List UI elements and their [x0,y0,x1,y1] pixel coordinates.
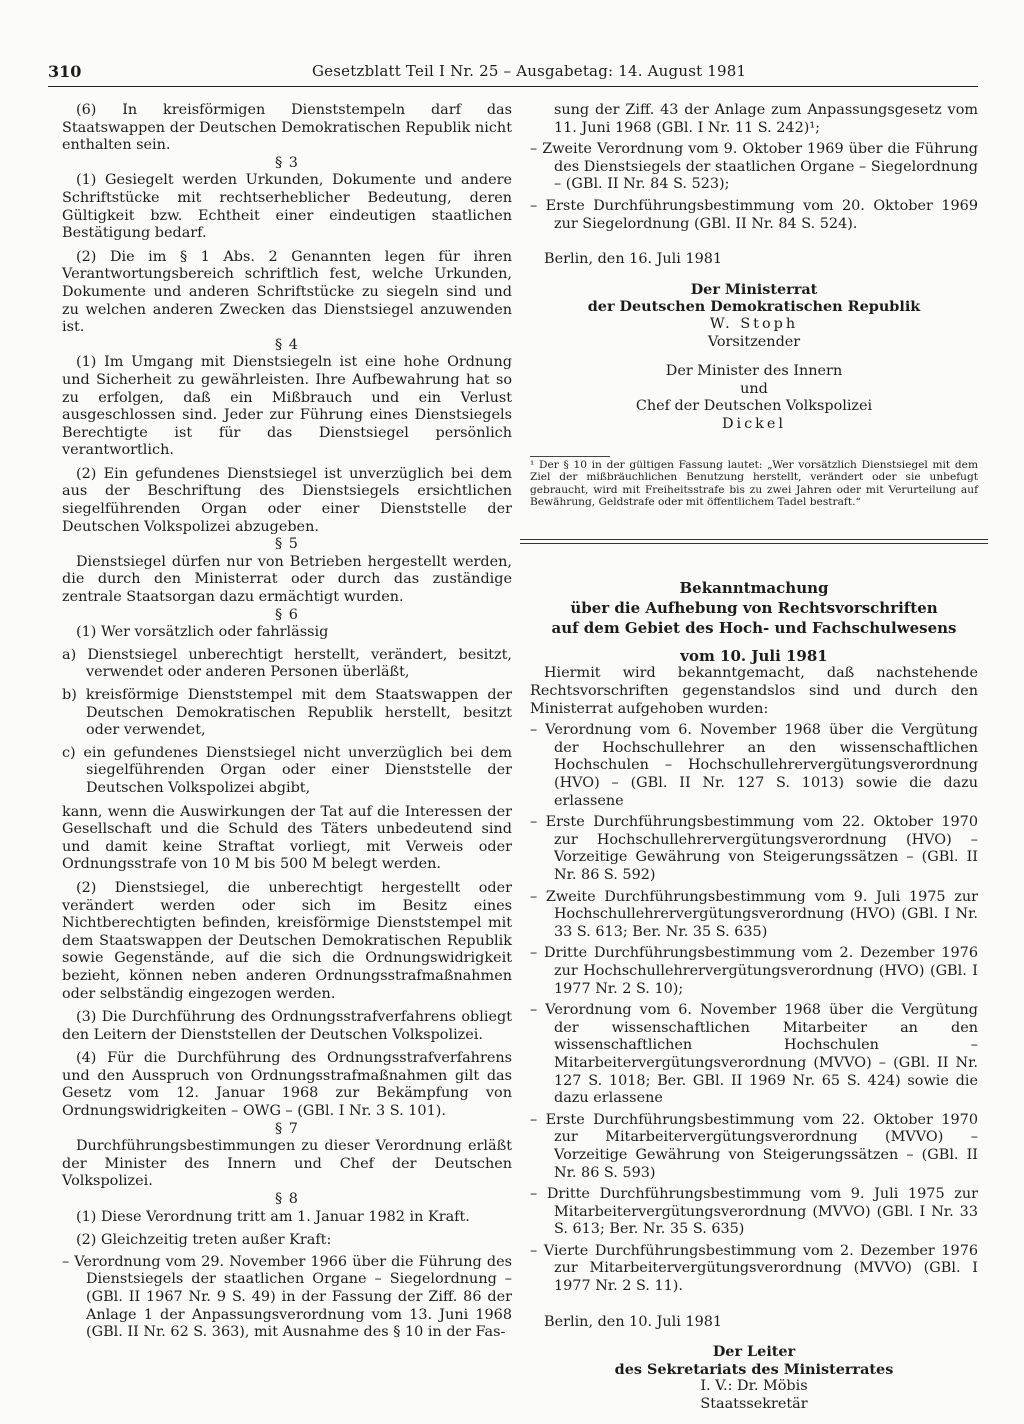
signature-org: Der Leiter [712,1343,796,1361]
paragraph: sung der Ziff. 43 der Anlage zum Anpassungsgesetz vom 11. Juni 1968 (GBl. I Nr. 11 S. 242)¹; [554,102,978,136]
signature-role: Vorsitzender [707,333,801,350]
section-heading: § 8 [275,1191,299,1208]
announcement-date: vom 10. Juli 1981 [680,646,828,665]
right-column [530,102,978,1414]
signature-date: Berlin, den 10. Juli 1981 [544,1313,723,1330]
list-item: – Erste Durchführungsbestimmung vom 22. Oktober 1970 zur Hochschullehrervergütungsverordnung (HVO) – Vorzeitige Gewährung von Steigerungssätzen – (GBl. II Nr. 86 S. 592) [530,814,978,883]
list-item: b) kreisförmige Dienststempel mit dem Staatswappen der Deutschen Demokratischen Republik herstellt, besitzt oder verwendet, [62,687,512,739]
paragraph: Dienstsiegel dürfen nur von Betrieben hergestellt werden, die durch den Ministerrat oder durch das zuständige zentrale Staatsorgan dazu ermächtigt wurden. [62,553,512,606]
section-heading: § 6 [275,606,299,623]
signature-org: Der Ministerrat [690,280,818,298]
list-item: – Verordnung vom 6. November 1968 über die Vergütung der wissenschaftlichen Mitarbeiter an den wissenschaftlichen Hochschulen – Mitarbeitervergütungsverordnung (MVVO) – (GBl. II Nr. 127 S. 1018; Ber. GBl. II 1969 Nr. 65 S. 424) sowie die dazu erlassene [530,1002,978,1107]
paragraph: (2) Die im § 1 Abs. 2 Genannten legen für ihren Verantwortungsbereich schriftlich fest, welche Urkunden, Dokumente und anderen Schriftstücke zu siegeln sind und zu welchen anderen Zwecken das Dienstsiegel anzuwenden ist. [62,248,512,336]
section-divider [520,539,988,540]
list-item: – Dritte Durchführungsbestimmung vom 2. Dezember 1976 zur Hochschullehrervergütungsverordnung (HVO) (GBl. I 1977 Nr. 2 S. 10); [530,945,978,997]
list-item: – Dritte Durchführungsbestimmung vom 9. Juli 1975 zur Mitarbeitervergütungsverordnung (MVVO) (GBl. I Nr. 33 S. 613; Ber. Nr. 35 S. 635) [530,1186,978,1238]
section-heading: § 3 [275,154,299,171]
signature-role: und [740,380,768,397]
list-item: – Vierte Durchführungsbestimmung vom 2. Dezember 1976 zur Mitarbeitervergütungsverordnung (MVVO) (GBl. I 1977 Nr. 2 S. 11). [530,1242,978,1295]
section-heading: § 4 [275,336,299,353]
paragraph: (2) Ein gefundenes Dienstsiegel ist unverzüglich bei dem aus der Beschriftung des Dienstsiegels ersichtlichen siegelführenden Organ oder einer Dienststelle der Deutschen Volkspolizei abzugeben. [62,465,512,535]
paragraph: (6) In kreisförmigen Dienststempeln darf das Staatswappen der Deutschen Demokratischen Republik nicht enthalten sein. [62,102,512,154]
announcement-title: auf dem Gebiet des Hoch- und Fachschulwesens [551,618,957,637]
list-item: – Erste Durchführungsbestimmung vom 20. Oktober 1969 zur Siegelordnung (GBl. II Nr. 84 S. 524). [530,197,978,232]
page-header [48,60,978,87]
paragraph: (1) Gesiegelt werden Urkunden, Dokumente und andere Schriftstücke mit rechtserheblicher Bedeutung, deren Gültigkeit bzw. Echtheit einer eindeutigen staatlichen Bestätigung bedarf. [62,172,512,242]
list-item: c) ein gefundenes Dienstsiegel nicht unverzüglich bei dem siegelführenden Organ oder einer Dienststelle der Deutschen Volkspolizei abgibt, [62,744,512,796]
list-item: – Verordnung vom 29. November 1966 über die Führung des Dienstsiegels der staatlichen Organe – Siegelordnung – (GBl. II 1967 Nr. 9 S. 49) in der Fassung der Ziff. 86 der Anlage 1 der Anpassungsverordnung vom 13. Juni 1968 (GBl. II Nr. 62 S. 363), mit Ausnahme des § 10 in der Fas- [62,1253,512,1341]
announcement-title: Bekanntmachung [679,578,829,597]
paragraph: (3) Die Durchführung des Ordnungsstrafverfahrens obliegt den Leitern der Dienststellen der Deutschen Volkspolizei. [62,1009,512,1043]
paragraph: (2) Gleichzeitig treten außer Kraft: [76,1232,332,1249]
paragraph: (2) Dienstsiegel, die unberechtigt hergestellt oder verändert werden oder sich im Besitz eines Nichtberechtigten befinden, kreisförmige Dienststempel mit dem Staatswappen der Deutschen Demokratischen Republik sowie Gegenstände, auf die sich die Ordnungswidrigkeit bezieht, können neben anderen Ordnungsstrafmaßnahmen oder selbständig eingezogen werden. [62,879,512,1002]
signature-name: Dickel [721,415,787,432]
signature-name: I. V.: Dr. Möbis [700,1378,808,1395]
paragraph: Hiermit wird bekanntgemacht, daß nachstehende Rechtsvorschriften gegenstandslos sind und durch den Ministerrat aufgehoben wurden: [530,665,978,717]
paragraph: (4) Für die Durchführung des Ordnungsstrafverfahrens und den Ausspruch von Ordnungsstrafmaßnahmen gilt das Gesetz vom 12. Januar 1968 zur Bekämpfung von Ordnungswidrigkeiten – OWG – (GBl. I Nr. 3 S. 101). [62,1050,512,1120]
signature-date: Berlin, den 16. Juli 1981 [544,251,723,268]
header-title: Gesetzblatt Teil I Nr. 25 – Ausgabetag: 14. August 1981 [312,62,747,80]
paragraph: (1) Im Umgang mit Dienstsiegeln ist eine hohe Ordnung und Sicherheit zu gewährleisten. Ihre Aufbewahrung hat so zu erfolgen, daß ein Mißbrauch und ein Verlust ausgeschlossen sind. Jeder zur Führung eines Dienstsiegels Berechtigte ist für das Dienstsiegel persönlich verantwortlich. [62,354,512,459]
list-item: – Zweite Verordnung vom 9. Oktober 1969 über die Führung des Dienstsiegels der staatlichen Organe – Siegelordnung – (GBl. II Nr. 84 S. 523); [530,141,978,193]
signature-role: Chef der Deutschen Volkspolizei [635,398,873,415]
paragraph: (1) Diese Verordnung tritt am 1. Januar 1982 in Kraft. [76,1208,470,1225]
paragraph: kann, wenn die Auswirkungen der Tat auf die Interessen der Gesellschaft und die Schuld des Täters unbedeutend sind und damit keine Straftat vorliegt, mit Verweis oder Ordnungsstrafe von 10 M bis 500 M belegt werden. [62,803,512,873]
footnote: ¹ Der § 10 in der gültigen Fassung lautet: „Wer vorsätzlich Dienstsiegel mit dem Ziel der mißbräuchlichen Benutzung herstellt, verändert oder sie unbefugt gebraucht, wird mit Freiheitsstrafe bis zu zwei Jahren oder mit Verurteilung auf Bewährung, Geldstrafe oder mit öffentlichem Tadel bestraft.“ [530,458,978,509]
signature-org: der Deutschen Demokratischen Republik [587,298,921,316]
left-column [62,102,512,1342]
paragraph: (1) Wer vorsätzlich oder fahrlässig [76,624,329,641]
section-heading: § 7 [275,1120,299,1137]
signature-role: Der Minister des Innern [665,363,843,380]
list-item: – Verordnung vom 6. November 1968 über die Vergütung der Hochschullehrer an den wissenschaftlichen Hochschulen – Hochschullehrervergütungsverordnung (HVO) – (GBl. II Nr. 127 S. 1013) sowie die dazu erlassene [530,722,978,809]
section-divider [520,543,988,544]
paragraph: Durchführungsbestimmungen zu dieser Verordnung erläßt der Minister des Innern und Chef der Deutschen Volkspolizei. [62,1138,512,1190]
list-item: – Zweite Durchführungsbestimmung vom 9. Juli 1975 zur Hochschullehrervergütungsverordnung (HVO) (GBl. I Nr. 33 S. 613; Ber. Nr. 35 S. 635) [530,888,978,940]
list-item: a) Dienstsiegel unberechtigt herstellt, verändert, besitzt, verwendet oder anderen Personen überläßt, [62,646,512,681]
list-item: – Erste Durchführungsbestimmung vom 22. Oktober 1970 zur Mitarbeitervergütungsverordnung (MVVO) – Vorzeitige Gewährung von Steigerungssätzen – (GBl. II Nr. 86 S. 593) [530,1111,978,1181]
announcement-title: über die Aufhebung von Rechtsvorschriften [570,598,938,617]
section-heading: § 5 [275,536,299,553]
signature-name: W. Stoph [709,315,799,332]
footnote-divider [530,456,610,457]
signature-role: Staatssekretär [700,1396,808,1413]
signature-org: des Sekretariats des Ministerrates [614,1360,894,1378]
page-number: 310 [48,62,82,81]
